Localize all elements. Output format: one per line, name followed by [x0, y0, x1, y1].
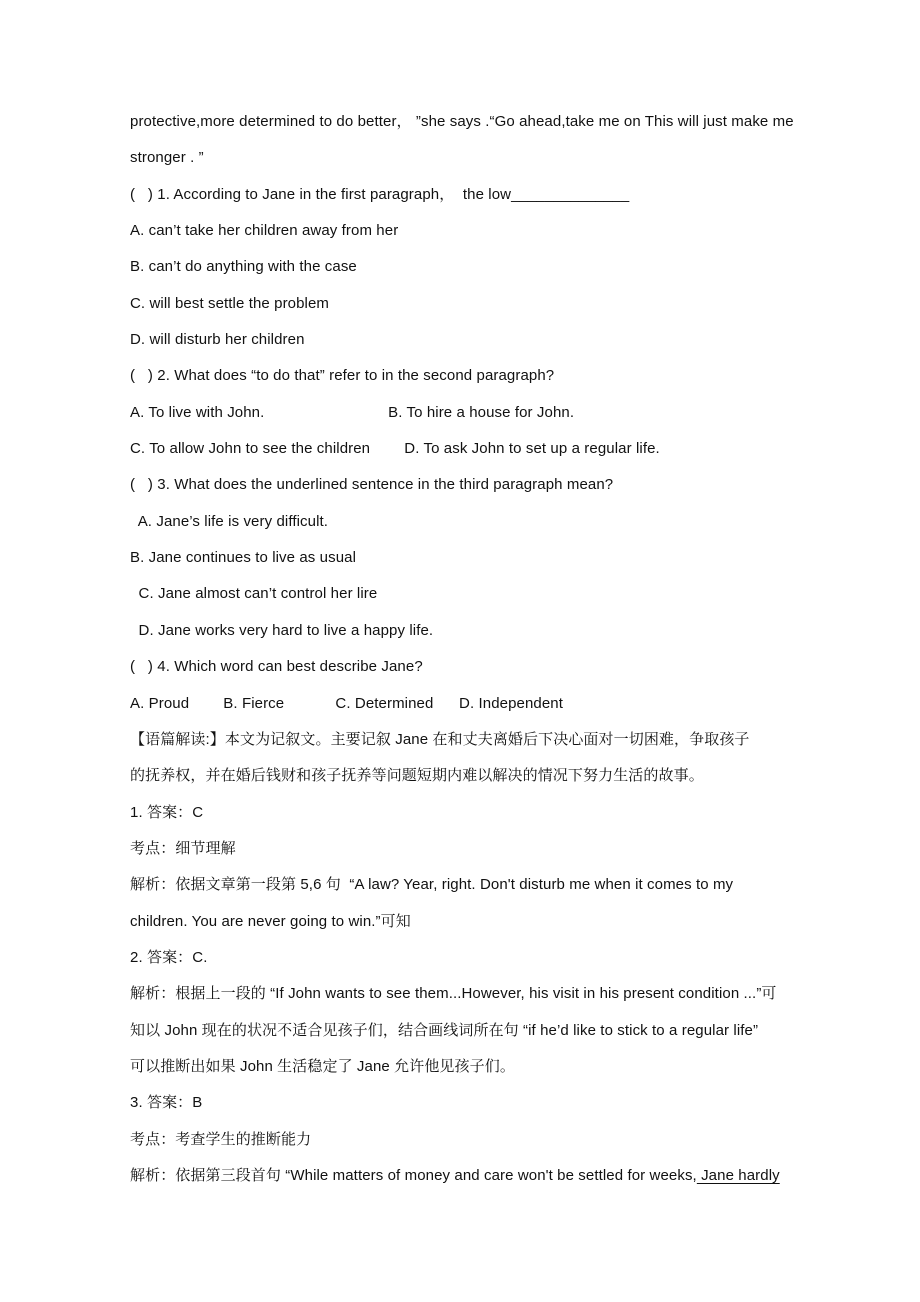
- answer-1: 1. 答案：C: [130, 803, 204, 821]
- q1-option-c: C. will best settle the problem: [130, 294, 330, 312]
- q3-option-c: C. Jane almost can’t control her lire: [130, 585, 378, 603]
- answer-3-explanation-text: 解析：依据第三段首句 “While matters of money and care won't be settled for weeks,: [130, 1166, 697, 1184]
- answer-3: 3. 答案：B: [130, 1094, 203, 1112]
- q1-option-b: B. can’t do anything with the case: [130, 258, 357, 276]
- answer-2-explanation-line-1: 解析：根据上一段的 “If John wants to see them...However, his visit in his present condition ...”可: [130, 985, 777, 1003]
- q3-option-a: A. Jane’s life is very difficult.: [130, 512, 329, 530]
- q4-options-a-b-c-d: A. Proud B. Fierce C. Determined D. Independent: [130, 694, 564, 712]
- answer-2-explanation-line-2: 知以 John 现在的状况不适合见孩子们，结合画线词所在句 “if he’d like to stick to a regular life”: [130, 1021, 759, 1039]
- passage-analysis-line-2: 的抚养权，并在婚后钱财和孩子抚养等问题短期内难以解决的情况下努力生活的故事。: [130, 767, 704, 785]
- question-2: ( ) 2. What does “to do that” refer to in the second paragraph?: [130, 367, 555, 385]
- q3-option-d: D. Jane works very hard to live a happy life.: [130, 621, 434, 639]
- answer-3-explanation-line-1: [130, 1158, 820, 1194]
- answer-2: 2. 答案：C.: [130, 948, 208, 966]
- q2-options-c-d: C. To allow John to see the children D. To ask John to set up a regular life.: [130, 440, 660, 458]
- q2-options-a-b: A. To live with John. B. To hire a house for John.: [130, 403, 575, 421]
- question-1: ( ) 1. According to Jane in the first paragraph， the low______________: [130, 185, 630, 203]
- question-3: ( ) 3. What does the underlined sentence in the third paragraph mean?: [130, 476, 614, 494]
- q1-option-a: A. can’t take her children away from her: [130, 222, 399, 240]
- q3-option-b: B. Jane continues to live as usual: [130, 549, 357, 567]
- question-4: ( ) 4. Which word can best describe Jane?: [130, 658, 423, 676]
- document-text-block: [130, 104, 820, 1194]
- answer-3-test-point: 考点：考查学生的推断能力: [130, 1130, 312, 1148]
- q1-option-d: D. will disturb her children: [130, 331, 305, 349]
- passage-analysis-line-1: 【语篇解读:】本文为记叙文。主要记叙 Jane 在和丈夫离婚后下决心面对一切困难，争取孩子: [130, 730, 750, 748]
- answer-3-explanation-underlined-text: Jane hardly: [696, 1166, 780, 1184]
- answer-1-explanation-line-2: children. You are never going to win.”可知: [130, 912, 411, 930]
- passage-line-2: stronger . ”: [130, 149, 204, 167]
- passage-line-1: protective,more determined to do better， ”she says .“Go ahead,take me on This will just make me: [130, 113, 794, 130]
- answer-1-explanation-line-1: 解析：依据文章第一段第 5,6 句 “A law? Year, right. Don't disturb me when it comes to my: [130, 876, 734, 894]
- answer-2-explanation-line-3: 可以推断出如果 John 生活稳定了 Jane 允许他见孩子们。: [130, 1057, 515, 1075]
- answer-1-test-point: 考点：细节理解: [130, 839, 236, 857]
